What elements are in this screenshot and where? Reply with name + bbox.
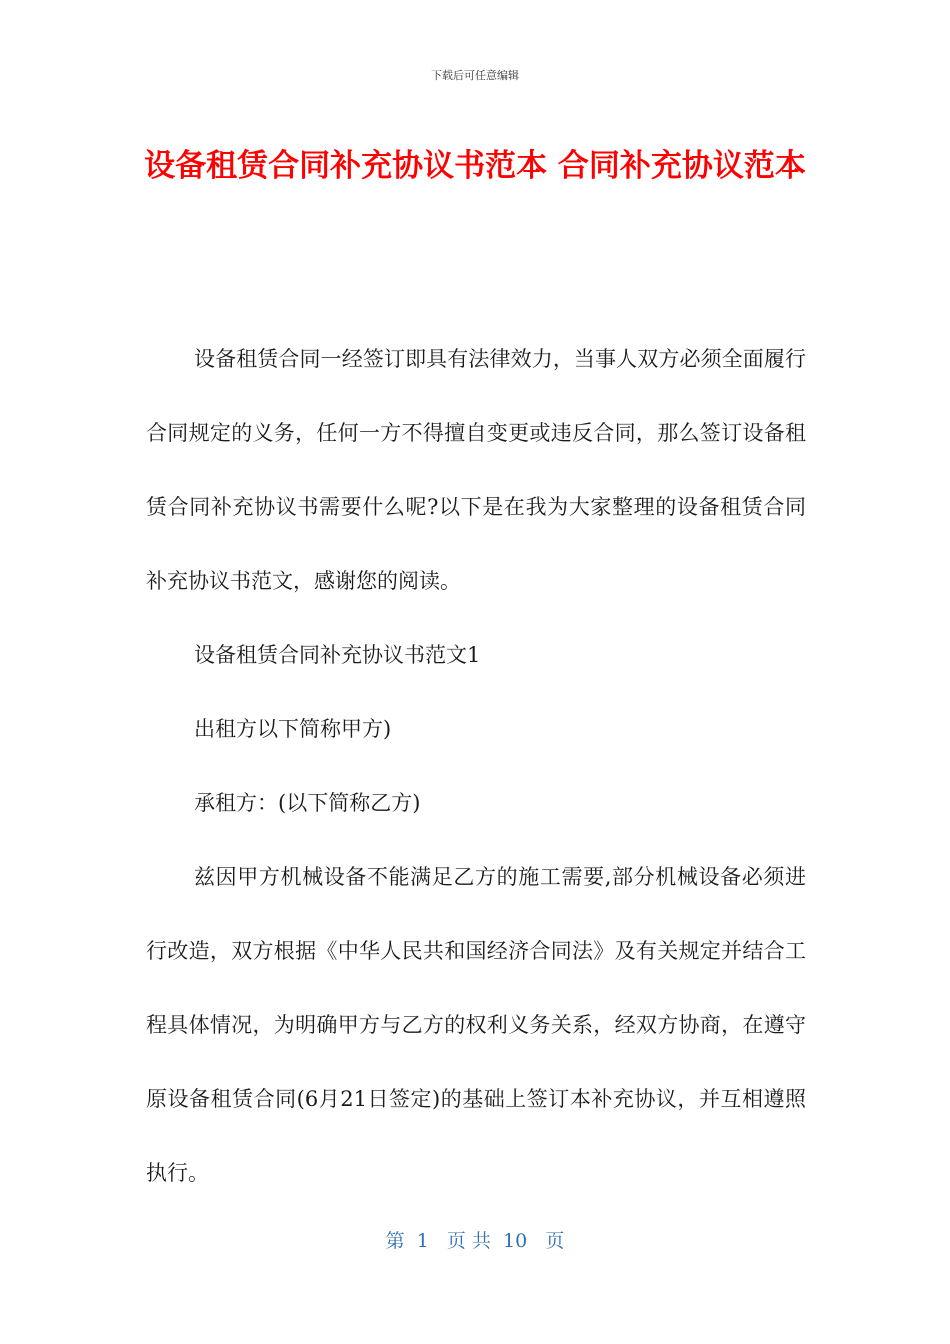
document-title: 设备租赁合同补充协议书范本 合同补充协议范本 <box>144 148 806 184</box>
paragraph-intro: 设备租赁合同一经签订即具有法律效力，当事人双方必须全面履行合同规定的义务，任何一方不得擅自变更或违反合同，那么签订设备租赁合同补充协议书需要什么呢?以下是在我为大家整理的设备租赁合同补充协议书范文，感谢您的阅读。 <box>146 347 806 593</box>
paragraph-recital: 兹因甲方机械设备不能满足乙方的施工需要,部分机械设备必须进行改造，双方根据《中华人民共和国经济合同法》及有关规定并结合工程具体情况，为明确甲方与乙方的权利义务关系，经双方协商，在遵守原设备租赁合同(6月21日签定)的基础上签订本补充协议，并互相遵照执行。 <box>146 865 806 1185</box>
paragraph-lessor: 出租方以下简称甲方) <box>194 717 392 741</box>
document-body <box>146 322 806 1210</box>
page-number-footer: 第 1 页 共 10 页 <box>385 1230 565 1252</box>
header-note: 下载后可任意编辑 <box>431 69 519 82</box>
paragraph-sample-heading: 设备租赁合同补充协议书范文1 <box>194 643 481 667</box>
paragraph-lessee: 承租方：(以下简称乙方) <box>194 791 421 815</box>
